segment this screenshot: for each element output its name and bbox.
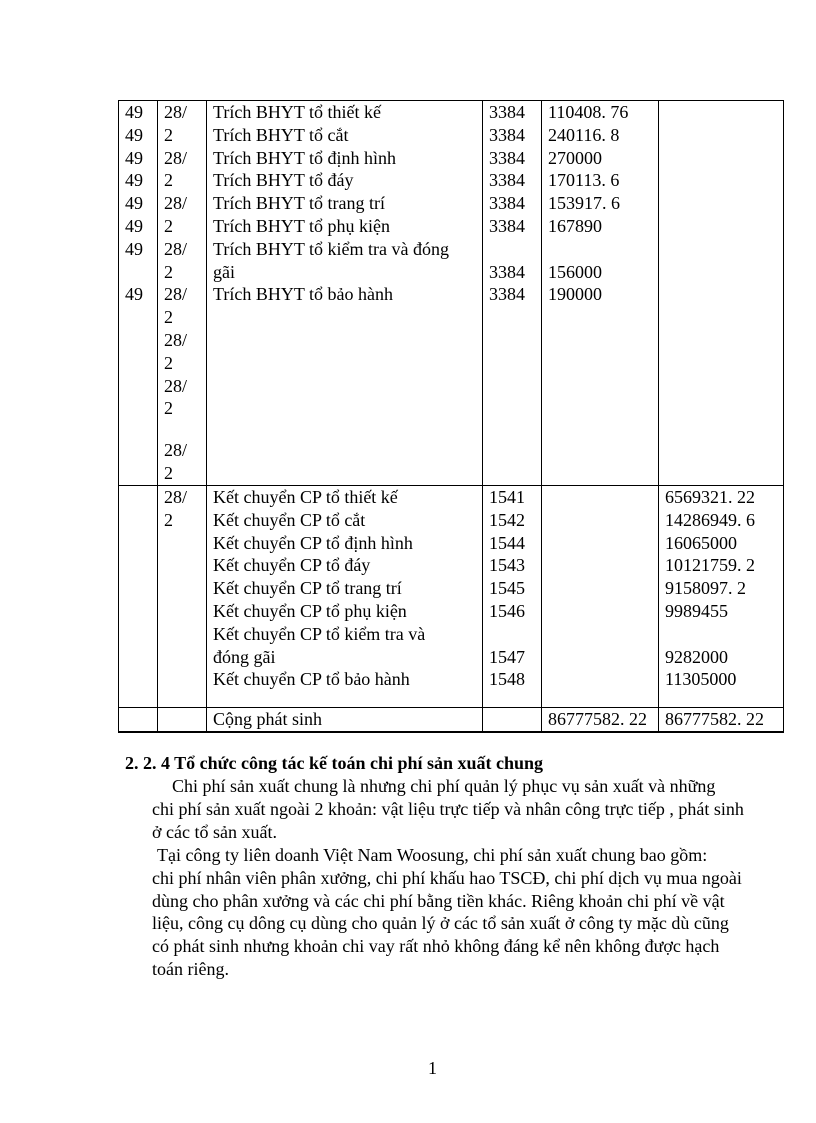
account-code: 1547 bbox=[489, 646, 525, 667]
account-code: 1548 bbox=[489, 669, 525, 690]
account-code: 1546 bbox=[489, 600, 525, 621]
account-code bbox=[489, 238, 535, 261]
voucher-date: 28/ bbox=[164, 147, 188, 168]
description-line: Trích BHYT tổ bảo hành bbox=[213, 284, 393, 305]
paragraph-line: liệu, công cụ dông cụ dùng cho quản lý ở các tổ sản xuất ở công ty mặc dù cũng bbox=[152, 913, 729, 934]
debit-cell bbox=[542, 486, 659, 708]
description-line: Kết chuyển CP tổ cắt bbox=[213, 509, 366, 530]
account-code: 3384 bbox=[489, 124, 525, 145]
account-cell bbox=[483, 708, 542, 732]
description-line: Trích BHYT tổ thiết kế bbox=[213, 102, 382, 122]
voucher-date-cell bbox=[158, 486, 207, 708]
debit-cell bbox=[542, 101, 659, 486]
voucher-number: 49 bbox=[125, 284, 143, 305]
voucher-number: 49 bbox=[125, 215, 143, 236]
paragraph-line: chi phí nhân viên phân xưởng, chi phí khấu hao TSCĐ, chi phí dịch vụ mua ngoài bbox=[152, 867, 742, 888]
voucher-number: 49 bbox=[125, 170, 143, 191]
debit-amount bbox=[548, 238, 652, 261]
debit-amount: 170113. 6 bbox=[548, 170, 620, 191]
voucher-date: 2 bbox=[164, 352, 173, 373]
paragraph-line: toán riêng. bbox=[152, 958, 229, 979]
voucher-date: 2 bbox=[164, 170, 173, 191]
voucher-date: 2 bbox=[164, 215, 173, 236]
account-code: 1545 bbox=[489, 578, 525, 599]
description-line: Kết chuyển CP tổ thiết kế bbox=[213, 487, 398, 507]
voucher-number-cell bbox=[119, 101, 158, 486]
description-cell bbox=[207, 486, 483, 708]
debit-amount: 167890 bbox=[548, 215, 602, 236]
debit-amount: 270000 bbox=[548, 147, 602, 168]
voucher-date: 28/ bbox=[164, 329, 188, 350]
voucher-date: 2 bbox=[164, 398, 173, 419]
credit-amount bbox=[665, 623, 777, 646]
total-row bbox=[119, 708, 784, 732]
paragraph-line: dùng cho phân xưởng và các chi phí bằng tiền khác. Riêng khoản chi phí về vật bbox=[152, 890, 725, 911]
debit-amount: 156000 bbox=[548, 261, 602, 282]
description-line: Trích BHYT tổ định hình bbox=[213, 147, 397, 168]
voucher-date: 2 bbox=[164, 261, 173, 282]
voucher-date: 28/ bbox=[164, 102, 188, 122]
account-code: 3384 bbox=[489, 261, 525, 282]
credit-amount: 9989455 bbox=[665, 600, 728, 621]
description-line: Kết chuyển CP tổ bảo hành bbox=[213, 669, 410, 690]
credit-cell bbox=[659, 101, 784, 486]
debit-amount: 190000 bbox=[548, 284, 602, 305]
account-code: 3384 bbox=[489, 284, 525, 305]
ledger-table bbox=[118, 100, 784, 733]
debit-amount: 240116. 8 bbox=[548, 124, 620, 145]
voucher-number-cell bbox=[119, 486, 158, 708]
voucher-number: 49 bbox=[125, 238, 143, 259]
credit-amount: 9282000 bbox=[665, 646, 728, 667]
description-line: Kết chuyển CP tổ trang trí bbox=[213, 578, 402, 599]
total-credit: 86777582. 22 bbox=[659, 708, 784, 732]
description-line: Kết chuyển CP tổ kiểm tra và bbox=[213, 623, 426, 644]
credit-amount: 9158097. 2 bbox=[665, 578, 746, 599]
voucher-number: 49 bbox=[125, 193, 143, 214]
table-row bbox=[119, 486, 784, 708]
credit-amount: 10121759. 2 bbox=[665, 555, 755, 576]
account-code: 3384 bbox=[489, 215, 525, 236]
section-heading: 2. 2. 4 Tổ chức công tác kế toán chi phí sản xuất chung bbox=[125, 753, 544, 773]
account-code: 1541 bbox=[489, 487, 525, 507]
description-line: Kết chuyển CP tổ đáy bbox=[213, 555, 371, 576]
voucher-date: 28/ bbox=[164, 440, 188, 461]
voucher-date: 2 bbox=[164, 307, 173, 328]
debit-amount: 153917. 6 bbox=[548, 193, 620, 214]
account-code: 1542 bbox=[489, 509, 525, 530]
description-line: Kết chuyển CP tổ phụ kiện bbox=[213, 600, 407, 621]
account-code: 1544 bbox=[489, 532, 525, 553]
paragraph-line: Tại công ty liên doanh Việt Nam Woosung, chi phí sản xuất chung bao gồm: bbox=[157, 845, 708, 865]
account-code: 3384 bbox=[489, 193, 525, 214]
account-cell bbox=[483, 101, 542, 486]
paragraph-line: ở các tổ sản xuất. bbox=[152, 821, 277, 842]
account-code: 3384 bbox=[489, 102, 525, 122]
credit-cell bbox=[659, 486, 784, 708]
voucher-date: 2 bbox=[164, 509, 173, 530]
voucher-date: 2 bbox=[164, 462, 173, 483]
voucher-date: 2 bbox=[164, 124, 173, 145]
account-code: 3384 bbox=[489, 170, 525, 191]
debit-amount: 110408. 76 bbox=[548, 102, 629, 122]
voucher-date: 28/ bbox=[164, 238, 188, 259]
description-line: Trích BHYT tổ kiểm tra và đóng bbox=[213, 238, 449, 259]
voucher-date: 28/ bbox=[164, 487, 188, 507]
account-code: 3384 bbox=[489, 147, 525, 168]
voucher-date-cell bbox=[158, 708, 207, 732]
description-line: Trích BHYT tổ trang trí bbox=[213, 193, 386, 214]
account-cell bbox=[483, 486, 542, 708]
voucher-number-cell bbox=[119, 708, 158, 732]
paragraph-1 bbox=[152, 775, 752, 843]
credit-amount: 14286949. 6 bbox=[665, 509, 755, 530]
voucher-date: 28/ bbox=[164, 284, 188, 305]
description-line: Kết chuyển CP tổ định hình bbox=[213, 532, 413, 553]
credit-amount: 16065000 bbox=[665, 532, 737, 553]
voucher-number: 49 bbox=[125, 147, 143, 168]
description-line: Trích BHYT tổ cắt bbox=[213, 124, 349, 145]
description-cell bbox=[207, 101, 483, 486]
voucher-number bbox=[125, 261, 151, 284]
table-row bbox=[119, 101, 784, 486]
account-code: 1543 bbox=[489, 555, 525, 576]
description-line: Trích BHYT tổ phụ kiện bbox=[213, 215, 391, 236]
description-line: đóng gãi bbox=[213, 646, 276, 667]
total-label: Cộng phát sinh bbox=[207, 708, 483, 732]
voucher-number: 49 bbox=[125, 124, 143, 145]
paragraph-line: chi phí sản xuất ngoài 2 khoản: vật liệu trực tiếp và nhân công trực tiếp , phát sinh bbox=[152, 798, 744, 819]
voucher-date-cell bbox=[158, 101, 207, 486]
voucher-date: 28/ bbox=[164, 375, 188, 396]
paragraph-2 bbox=[152, 844, 752, 981]
voucher-number: 49 bbox=[125, 102, 143, 122]
credit-amount: 11305000 bbox=[665, 669, 737, 690]
voucher-date: 28/ bbox=[164, 193, 188, 214]
account-code bbox=[489, 623, 535, 646]
spacer bbox=[164, 420, 200, 439]
paragraph-line: có phát sinh nhưng khoản chi vay rất nhỏ không đáng kể nên không được hạch bbox=[152, 936, 720, 957]
page-number: 1 bbox=[428, 1058, 437, 1078]
credit-amount: 6569321. 22 bbox=[665, 487, 755, 507]
total-debit: 86777582. 22 bbox=[542, 708, 659, 732]
description-line: gãi bbox=[213, 261, 235, 282]
paragraph-line: Chi phí sản xuất chung là nhưng chi phí quản lý phục vụ sản xuất và những bbox=[172, 776, 716, 796]
description-line: Trích BHYT tổ đáy bbox=[213, 170, 354, 191]
